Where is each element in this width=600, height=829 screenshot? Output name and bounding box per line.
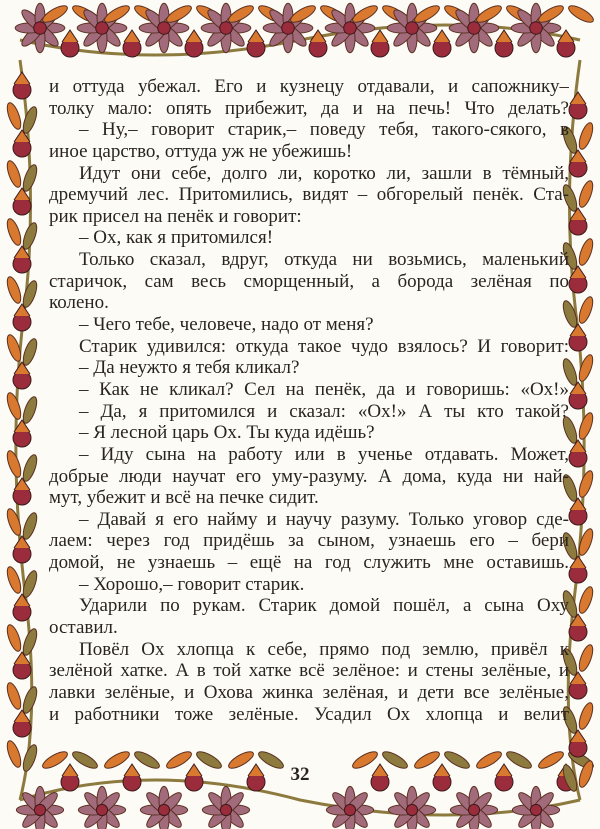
leaf — [5, 565, 24, 595]
text-line: и оттуда убежал. Его и кузнецу отдавали, и сапожнику– — [49, 76, 569, 97]
bud-leaves — [62, 30, 78, 42]
text-line: добрые люди научат его уму-разуму. А дома, куда ни най- — [49, 465, 569, 487]
text-line: Идут они себе, долго ли, коротко ли, зашли в тёмный, — [79, 162, 569, 184]
text-line: – Чего тебе, человече, надо от меня? — [79, 314, 374, 336]
text-line: Только сказал, вдруг, откуда ни возьмись, маленький — [79, 249, 569, 271]
text-line: лавки зелёные, и Охова жинка зелёная, и дети все зелёные, — [49, 681, 569, 703]
flower-center — [220, 804, 231, 815]
flower-center — [530, 804, 541, 815]
leaf — [21, 105, 40, 135]
leaf — [5, 275, 24, 305]
flower-center — [282, 22, 295, 35]
leaf — [21, 685, 40, 715]
leaf — [21, 221, 40, 251]
text-line: – Ох, как я притомился! — [79, 227, 274, 249]
leaf — [577, 469, 596, 499]
leaf — [21, 279, 40, 309]
leaf — [21, 337, 40, 367]
text-line: – Как не кликал? Сел на пенёк, да и говоришь: «Ох!» — [79, 378, 569, 400]
leaf — [5, 449, 24, 479]
leaf — [5, 623, 24, 653]
text-line: Повёл Ох хлопца к себе, прямо под землю, привёл к — [79, 638, 569, 660]
leaf — [577, 701, 596, 731]
text-line: – Хорошо,– говорит старик. — [79, 573, 305, 595]
text-line: рик присел на пенёк и говорит: — [49, 205, 302, 227]
leaf — [577, 179, 596, 209]
flower-center — [530, 22, 543, 35]
page-number: 32 — [290, 764, 310, 785]
leaf — [21, 627, 40, 657]
leaf — [5, 391, 24, 421]
leaf — [577, 411, 596, 441]
text-line: толку мало: опять прибежит, да и на печь! Что делать? — [49, 97, 569, 119]
text-line: иное царство, оттуда уж не убежишь! — [49, 140, 353, 162]
text-line: зелёной хатке. А в той хатке всё зелёное: и стены зелёные, и — [49, 660, 569, 682]
text-line: старичок, сам весь сморщенный, а борода зелёная по — [49, 270, 569, 292]
bud-leaves — [434, 30, 450, 42]
flower-center — [344, 804, 355, 815]
flower-center — [96, 22, 109, 35]
text-line: – Да неужто я тебя кликал? — [79, 357, 300, 379]
flower-center — [406, 804, 417, 815]
flower-center — [158, 804, 169, 815]
flower-center — [34, 804, 45, 815]
flower-center — [158, 22, 171, 35]
bud-leaves — [248, 30, 264, 42]
leaf — [577, 585, 596, 615]
bud-leaves — [496, 30, 512, 42]
leaf — [577, 295, 596, 325]
leaf — [5, 507, 24, 537]
text-line: – Давай я его найму и научу разуму. Только уговор сде- — [79, 508, 569, 530]
leaf — [5, 681, 24, 711]
flower-center — [406, 22, 419, 35]
flower-center — [220, 22, 233, 35]
flower-center — [468, 804, 479, 815]
bud-leaves — [186, 30, 202, 42]
text-line: – Я лесной царь Ох. Ты куда идёшь? — [79, 422, 375, 444]
text-line: оставил. — [49, 617, 118, 639]
leaf — [5, 101, 24, 131]
text-line: Старик удивился: откуда такое чудо взялось? И говорит: — [79, 335, 569, 357]
text-line: мут, убежит и всё на печке сидит. — [49, 487, 319, 509]
flower-center — [468, 22, 481, 35]
text-line: и работники тоже зелёные. Усадил Ох хлопца и велит — [49, 703, 569, 725]
story-text — [49, 76, 569, 725]
bud-leaves — [124, 30, 140, 42]
text-line: Ударили по рукам. Старик домой пошёл, а сына Оху — [79, 595, 569, 617]
text-line: колено. — [49, 292, 109, 314]
bud-leaves — [372, 30, 388, 42]
bud-leaves — [14, 72, 30, 84]
leaf — [21, 453, 40, 483]
leaf — [21, 511, 40, 541]
text-line: – Да, я притомился и сказал: «Ох!» А ты кто такой? — [79, 400, 569, 422]
flower-center — [34, 22, 47, 35]
leaf — [5, 159, 24, 189]
leaf — [5, 217, 24, 247]
text-line: – Иду сына на работу или в ученье отдавать. Может, — [79, 443, 569, 465]
text-line: – Ну,– говорит старик,– поведу тебя, такого-сякого, в — [79, 119, 569, 141]
bud-leaves — [570, 92, 586, 104]
leaf — [566, 3, 595, 26]
text-line: лаем: через год придёшь за сыном, узнаешь его – бери — [49, 530, 569, 552]
flower-center — [96, 804, 107, 815]
leaf — [577, 237, 596, 267]
leaf — [21, 163, 40, 193]
flower-center — [344, 22, 357, 35]
leaf — [21, 395, 40, 425]
text-line: домой, не узнаешь – ещё на год служить мне оставишь. — [49, 552, 569, 574]
text-line: дремучий лес. Притомились, видят – обгорелый пенёк. Ста- — [49, 184, 569, 206]
leaf — [577, 121, 596, 151]
leaf — [577, 643, 596, 673]
